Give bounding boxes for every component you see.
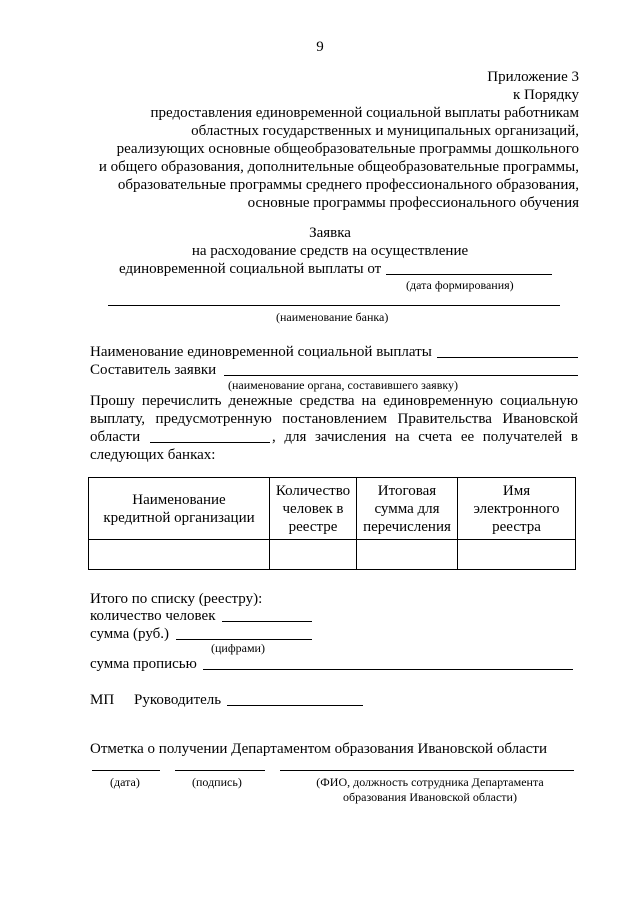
header-text: реестре (288, 518, 338, 535)
header-people-count (270, 478, 357, 540)
header-text: Итоговая (377, 482, 437, 499)
compiler-line[interactable] (224, 375, 578, 376)
request-line-3a: области (90, 429, 141, 445)
bank-caption: (наименование банка) (276, 310, 389, 324)
appendix-line: и общего образования, дополнительные общеобразовательные программы, (98, 159, 579, 175)
receipt-fio-line[interactable] (280, 770, 574, 771)
banks-table (88, 477, 576, 570)
bank-name-line[interactable] (108, 305, 560, 306)
header-text: человек в (282, 500, 344, 517)
appendix-line: к Порядку (513, 87, 579, 103)
header-text: Наименование (132, 491, 226, 508)
date-field-line[interactable] (386, 274, 552, 275)
compiler-label: Составитель заявки (90, 362, 217, 378)
table-cell[interactable] (89, 540, 270, 570)
totals-heading: Итого по списку (реестру): (90, 591, 263, 607)
request-line-3b: , для зачисления на счета ее получателей в (272, 429, 578, 445)
region-amount-line[interactable] (150, 442, 270, 443)
table-cell[interactable] (357, 540, 458, 570)
appendix-line: областных государственных и муниципальных организаций, (191, 123, 579, 139)
table-cell[interactable] (270, 540, 357, 570)
receipt-heading: Отметка о получении Департаментом образования Ивановской области (90, 741, 547, 757)
appendix-line: реализующих основные общеобразовательные программы дошкольного (116, 141, 579, 157)
header-text: сумма для (374, 500, 440, 517)
header-credit-org (89, 478, 270, 540)
sum-label: сумма (руб.) (90, 626, 170, 642)
people-count-label: количество человек (90, 608, 216, 624)
people-count-line[interactable] (222, 621, 312, 622)
title-line-2: на расходование средств на осуществление (191, 243, 469, 259)
stamp-mark: МП (90, 692, 115, 708)
receipt-fio-caption-2: образования Ивановской области) (343, 790, 517, 804)
header-text: перечисления (363, 518, 451, 535)
compiler-caption: (наименование органа, составившего заявку) (228, 378, 459, 392)
request-line-2: выплату, предусмотренную постановлением Правительства Ивановской (90, 411, 578, 427)
page-number: 9 (316, 39, 324, 55)
receipt-date-caption: (дата) (110, 775, 140, 789)
sum-words-label: сумма прописью (90, 656, 197, 672)
receipt-fio-caption-1: (ФИО, должность сотрудника Департамента (316, 775, 544, 789)
request-line-1: Прошу перечислить денежные средства на единовременную социальную (90, 393, 578, 409)
header-text: Количество (275, 482, 351, 499)
appendix-line: Приложение 3 (487, 69, 579, 85)
sum-words-line[interactable] (203, 669, 573, 670)
appendix-line: основные программы профессионального обучения (247, 195, 579, 211)
header-total-sum (357, 478, 458, 540)
sum-digits-line[interactable] (176, 639, 312, 640)
receipt-signature-caption: (подпись) (192, 775, 242, 789)
header-registry-name (458, 478, 576, 540)
date-caption: (дата формирования) (406, 278, 514, 292)
receipt-signature-line[interactable] (175, 770, 265, 771)
appendix-line: образовательные программы среднего профессионального образования, (117, 177, 579, 193)
title-line-3: единовременной социальной выплаты от (119, 261, 382, 277)
payment-name-line[interactable] (437, 357, 578, 358)
payment-name-label: Наименование единовременной социальной выплаты (90, 344, 432, 360)
header-text: Имя (502, 482, 531, 499)
header-text: кредитной организации (103, 509, 255, 526)
document-title: Заявка (309, 225, 351, 241)
header-text: реестра (492, 518, 541, 535)
appendix-header (80, 68, 579, 212)
appendix-line: предоставления единовременной социальной выплаты работникам (150, 105, 579, 121)
table-row (89, 540, 576, 570)
request-line-4: следующих банках: (90, 447, 216, 463)
head-label: Руководитель (134, 692, 222, 708)
head-signature-line[interactable] (227, 705, 363, 706)
receipt-date-line[interactable] (92, 770, 160, 771)
header-text: электронного (473, 500, 560, 517)
table-cell[interactable] (458, 540, 576, 570)
table-header-row (89, 478, 576, 540)
digits-caption: (цифрами) (211, 641, 265, 655)
